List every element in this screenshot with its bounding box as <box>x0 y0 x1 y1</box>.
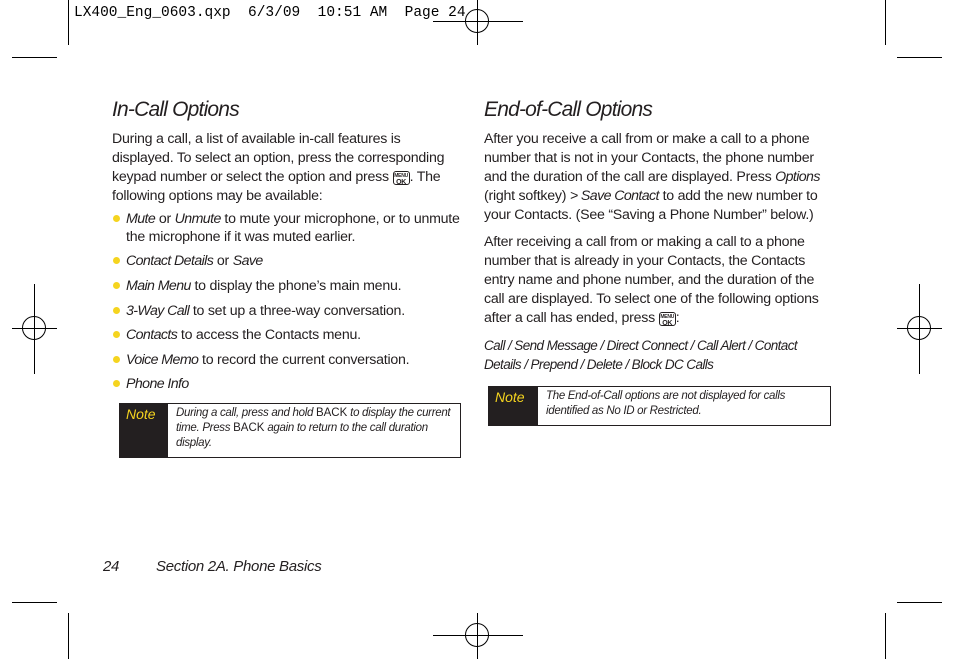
in-call-intro: During a call, a list of available in-call features is displayed. To select an option, press the corresponding keypad number or select the option and press MENU OK . The following options may be available: <box>112 131 445 204</box>
section-title: Section 2A. Phone Basics <box>156 558 322 575</box>
crop-mark <box>897 57 942 58</box>
end-of-call-note-box <box>488 386 831 426</box>
note-label: Note <box>489 387 538 425</box>
registration-mark <box>465 9 489 33</box>
menu-ok-key-icon: MENU OK <box>394 173 408 186</box>
page-number: 24 <box>103 558 120 575</box>
bullet-icon <box>113 257 120 264</box>
crop-mark <box>885 0 886 45</box>
list-item: Mute or Unmute to mute your microphone, or to unmute the microphone if it was muted earlier. <box>112 210 464 246</box>
crop-mark <box>12 602 57 603</box>
bullet-icon <box>113 307 120 314</box>
list-item: Contact Details or Save <box>112 252 464 270</box>
note-text: The End-of-Call options are not displayed for calls identified as No ID or Restricted. <box>546 390 786 417</box>
registration-mark <box>465 623 489 647</box>
list-item: Phone Info <box>112 375 464 393</box>
bullet-icon <box>113 215 120 222</box>
end-of-call-options-path: Call / Send Message / Direct Connect / Call Alert / Contact Details / Prepend / Delete / Block DC Calls <box>484 338 797 372</box>
note-label: Note <box>120 404 168 457</box>
bullet-icon <box>113 356 120 363</box>
list-item: Contacts to access the Contacts menu. <box>112 326 464 344</box>
list-item: Main Menu to display the phone’s main menu. <box>112 277 464 295</box>
bullet-icon <box>113 282 120 289</box>
end-of-call-paragraph-2: After receiving a call from or making a call to a phone number that is already in your Contacts, the Contacts entry name and phone number, and the duration of the call are displayed. To select one of the following options after a call has ended, press MENU OK : <box>484 234 819 327</box>
in-call-options-heading: In-Call Options <box>112 98 239 121</box>
end-of-call-paragraph-1: After you receive a call from or make a call to a phone number that is not in your Contacts, the phone number and the duration of the call are displayed. Press Options (right softkey) > Save Contact to add the new number to your Contacts. (See “Saving a Phone Number” below.) <box>484 131 820 223</box>
bullet-icon <box>113 380 120 387</box>
note-text: During a call, press and hold BACK to display the current time. Press BACK again to return to the call duration display. <box>176 407 451 449</box>
print-slug: LX400_Eng_0603.qxp 6/3/09 10:51 AM Page 24 <box>74 5 466 21</box>
crop-mark <box>885 613 886 659</box>
registration-mark <box>22 316 46 340</box>
end-of-call-options-heading: End-of-Call Options <box>484 98 653 121</box>
list-item: Voice Memo to record the current conversation. <box>112 351 464 369</box>
crop-mark <box>68 613 69 659</box>
list-item: 3-Way Call to set up a three-way conversation. <box>112 302 464 320</box>
menu-ok-key-icon: MENU OK <box>660 314 675 327</box>
bullet-icon <box>113 331 120 338</box>
crop-mark <box>897 602 942 603</box>
in-call-note-box <box>119 403 461 458</box>
in-call-option-list <box>112 210 464 393</box>
crop-mark <box>12 57 57 58</box>
crop-mark <box>68 0 69 45</box>
registration-mark <box>907 316 931 340</box>
